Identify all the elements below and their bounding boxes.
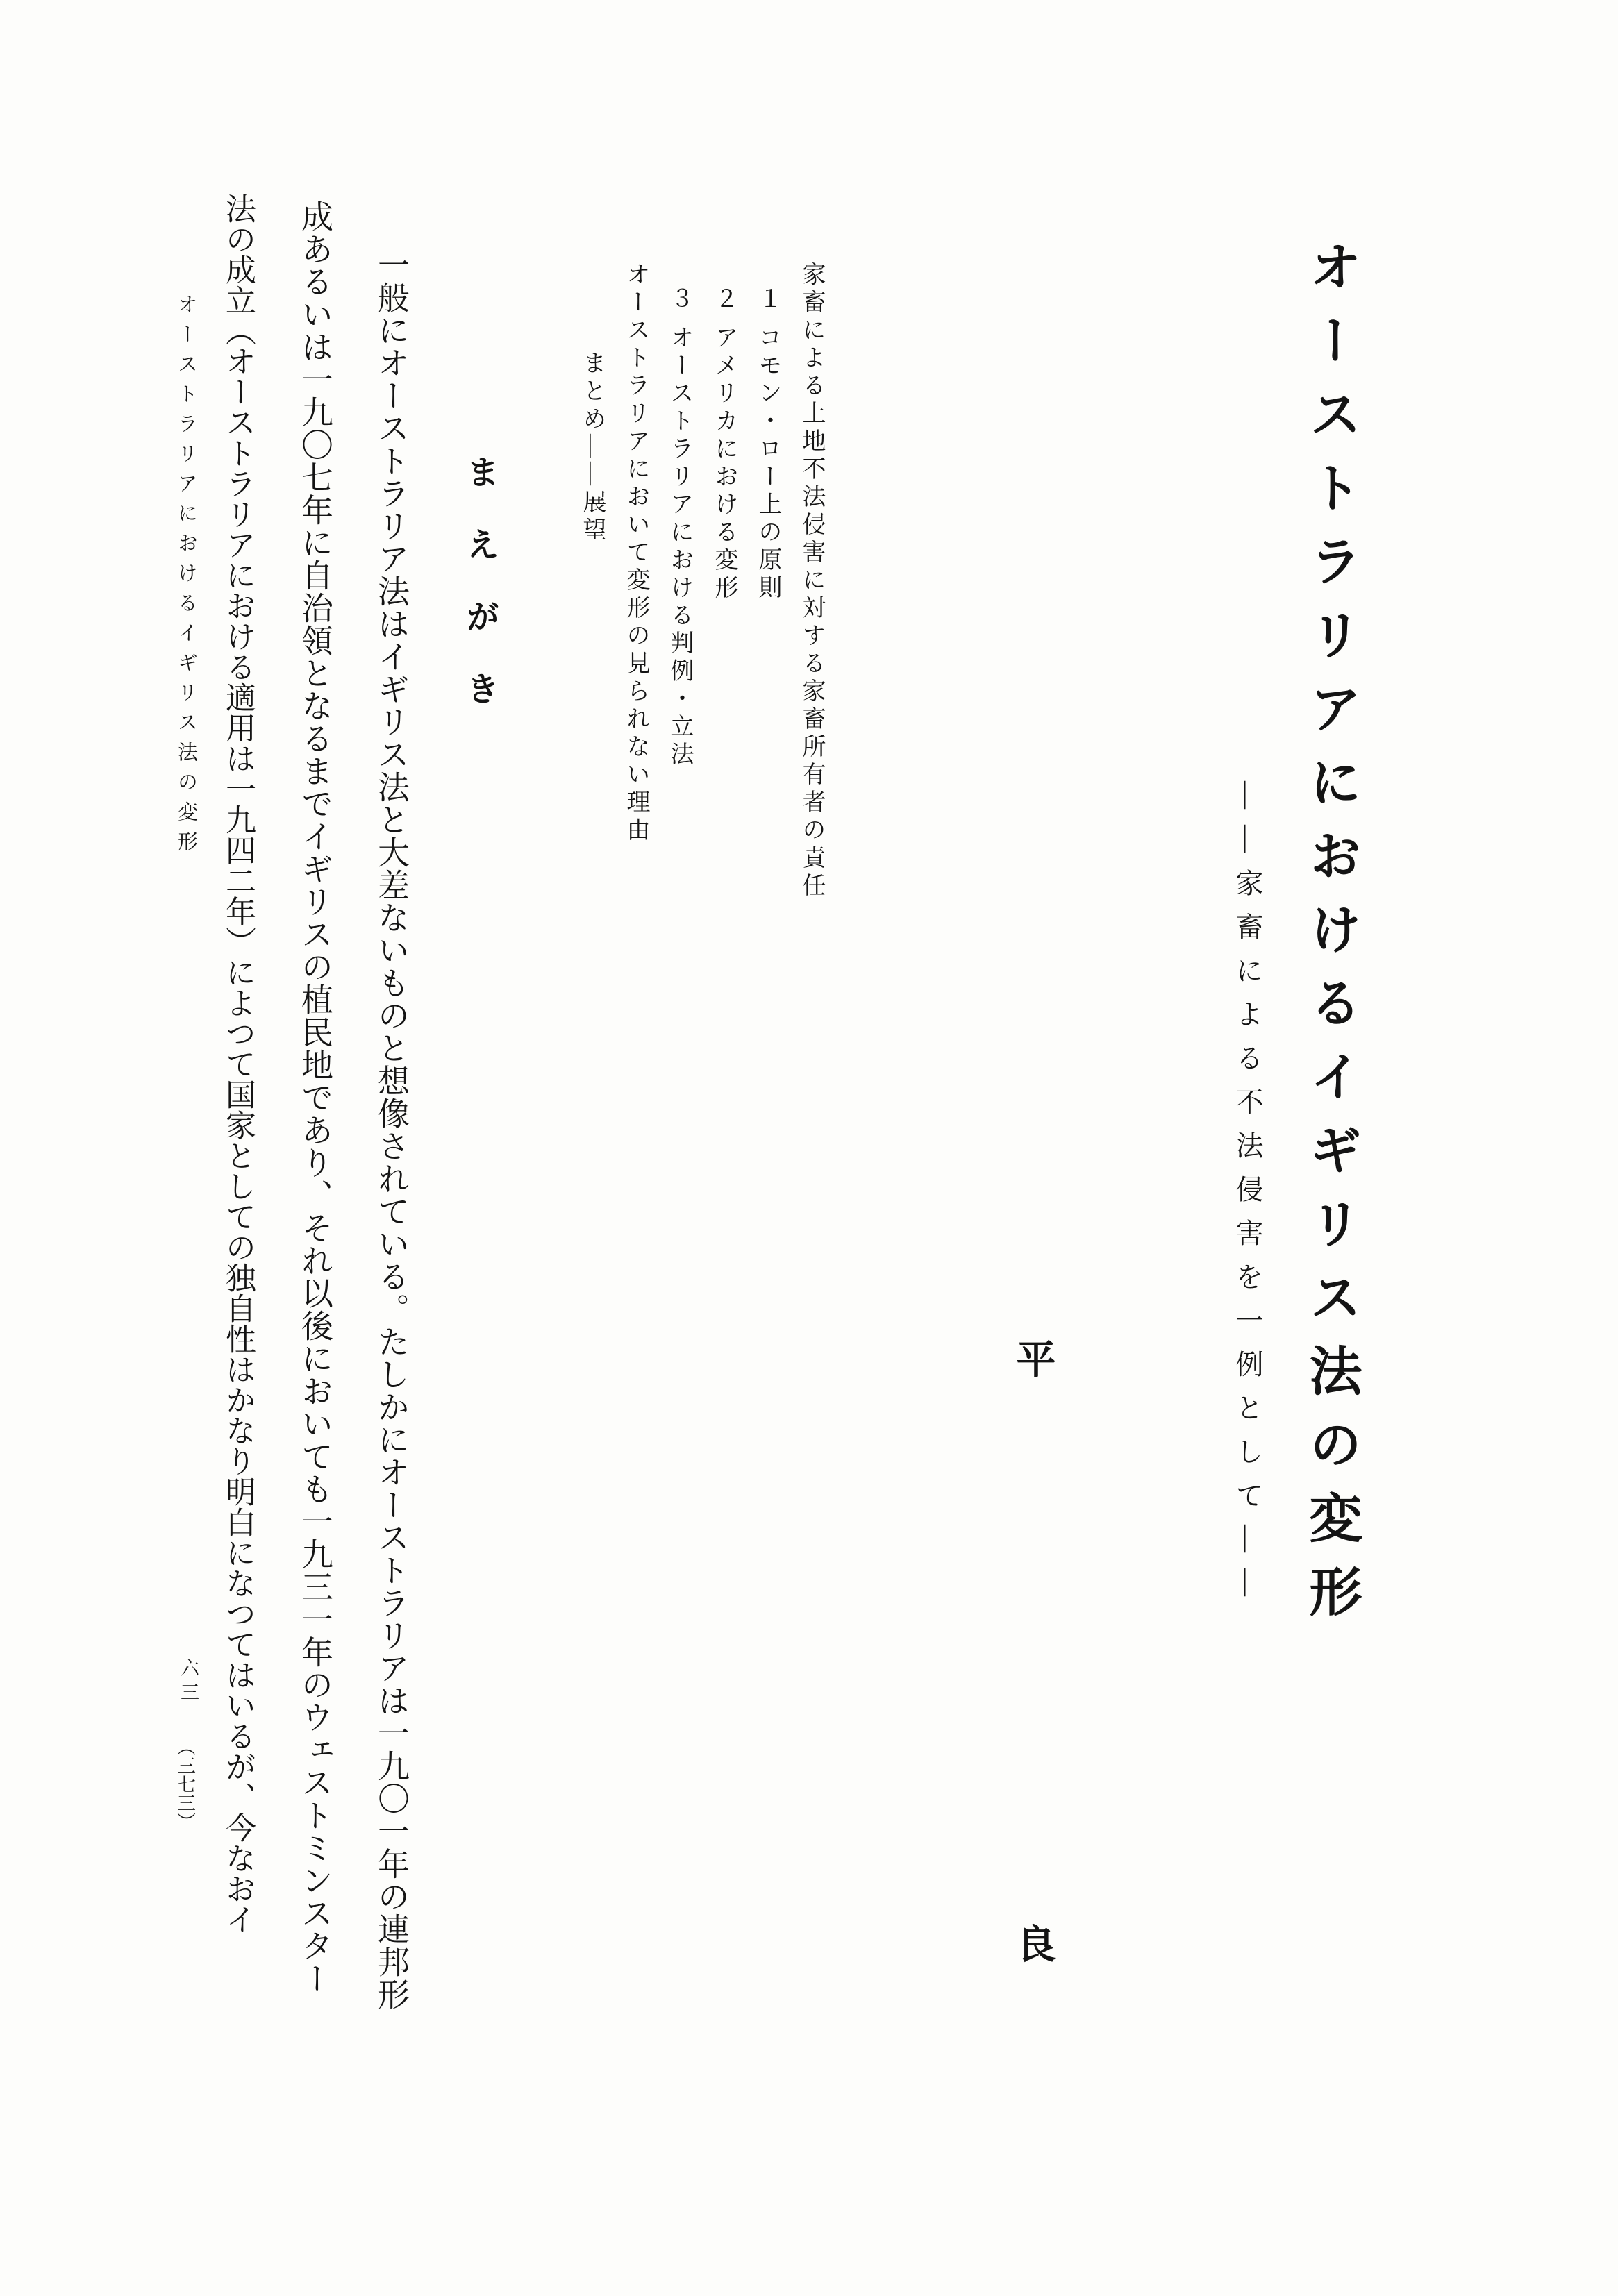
article-subtitle: ――家畜による不法侵害を一例として―― bbox=[1232, 781, 1263, 1612]
preface-heading: まえがき bbox=[461, 455, 498, 744]
toc-label: アメリカにおける変形 bbox=[711, 325, 737, 603]
toc-item-no-transformation-reason bbox=[624, 262, 647, 845]
toc-number: １ bbox=[755, 286, 781, 314]
toc-item-3-australia-cases-legislation bbox=[667, 286, 691, 769]
toc-label: オーストラリアにおいて変形の見られない理由 bbox=[623, 262, 649, 845]
article-title: オーストラリアにおけるイギリス法の変形 bbox=[1301, 240, 1360, 1638]
body-column-1: 一般にオーストラリア法はイギリス法と大差ないものと想像されている。たしかにオーストラリアは一九〇一年の連邦形 bbox=[374, 249, 409, 2011]
volume-page-number: （三七三） bbox=[174, 1737, 195, 1831]
toc-label: コモン・ロー上の原則 bbox=[755, 325, 781, 603]
toc-item-2-america-transformation bbox=[712, 286, 735, 603]
toc-label: まとめ――展望 bbox=[579, 351, 605, 545]
toc-number: ３ bbox=[667, 286, 692, 314]
toc-item-livestock-owner-liability bbox=[799, 262, 823, 900]
toc-number: ２ bbox=[711, 286, 737, 314]
toc-label: 家畜による土地不法侵害に対する家畜所有者の責任 bbox=[799, 262, 824, 900]
author-name-char-2: 良 bbox=[1010, 1923, 1054, 1963]
body-column-2: 成あるいは一九〇七年に自治領となるまでイギリスの植民地であり、それ以後においても一九三一年のウェストミンスター bbox=[297, 200, 333, 1995]
author-name-char-1: 平 bbox=[1010, 1339, 1054, 1378]
running-title: オーストラリアにおけるイギリス法の変形 bbox=[175, 294, 197, 861]
toc-item-1-common-law-principle bbox=[756, 286, 779, 603]
toc-item-summary-outlook bbox=[580, 351, 603, 545]
toc-label: オーストラリアにおける判例・立法 bbox=[667, 325, 692, 769]
page-number: 六三 bbox=[178, 1658, 199, 1707]
body-column-3: 法の成立（オーストラリアにおける適用は一九四二年）によつて国家としての独自性はかなり明白になつてはいるが、今なおイ bbox=[221, 193, 255, 1934]
